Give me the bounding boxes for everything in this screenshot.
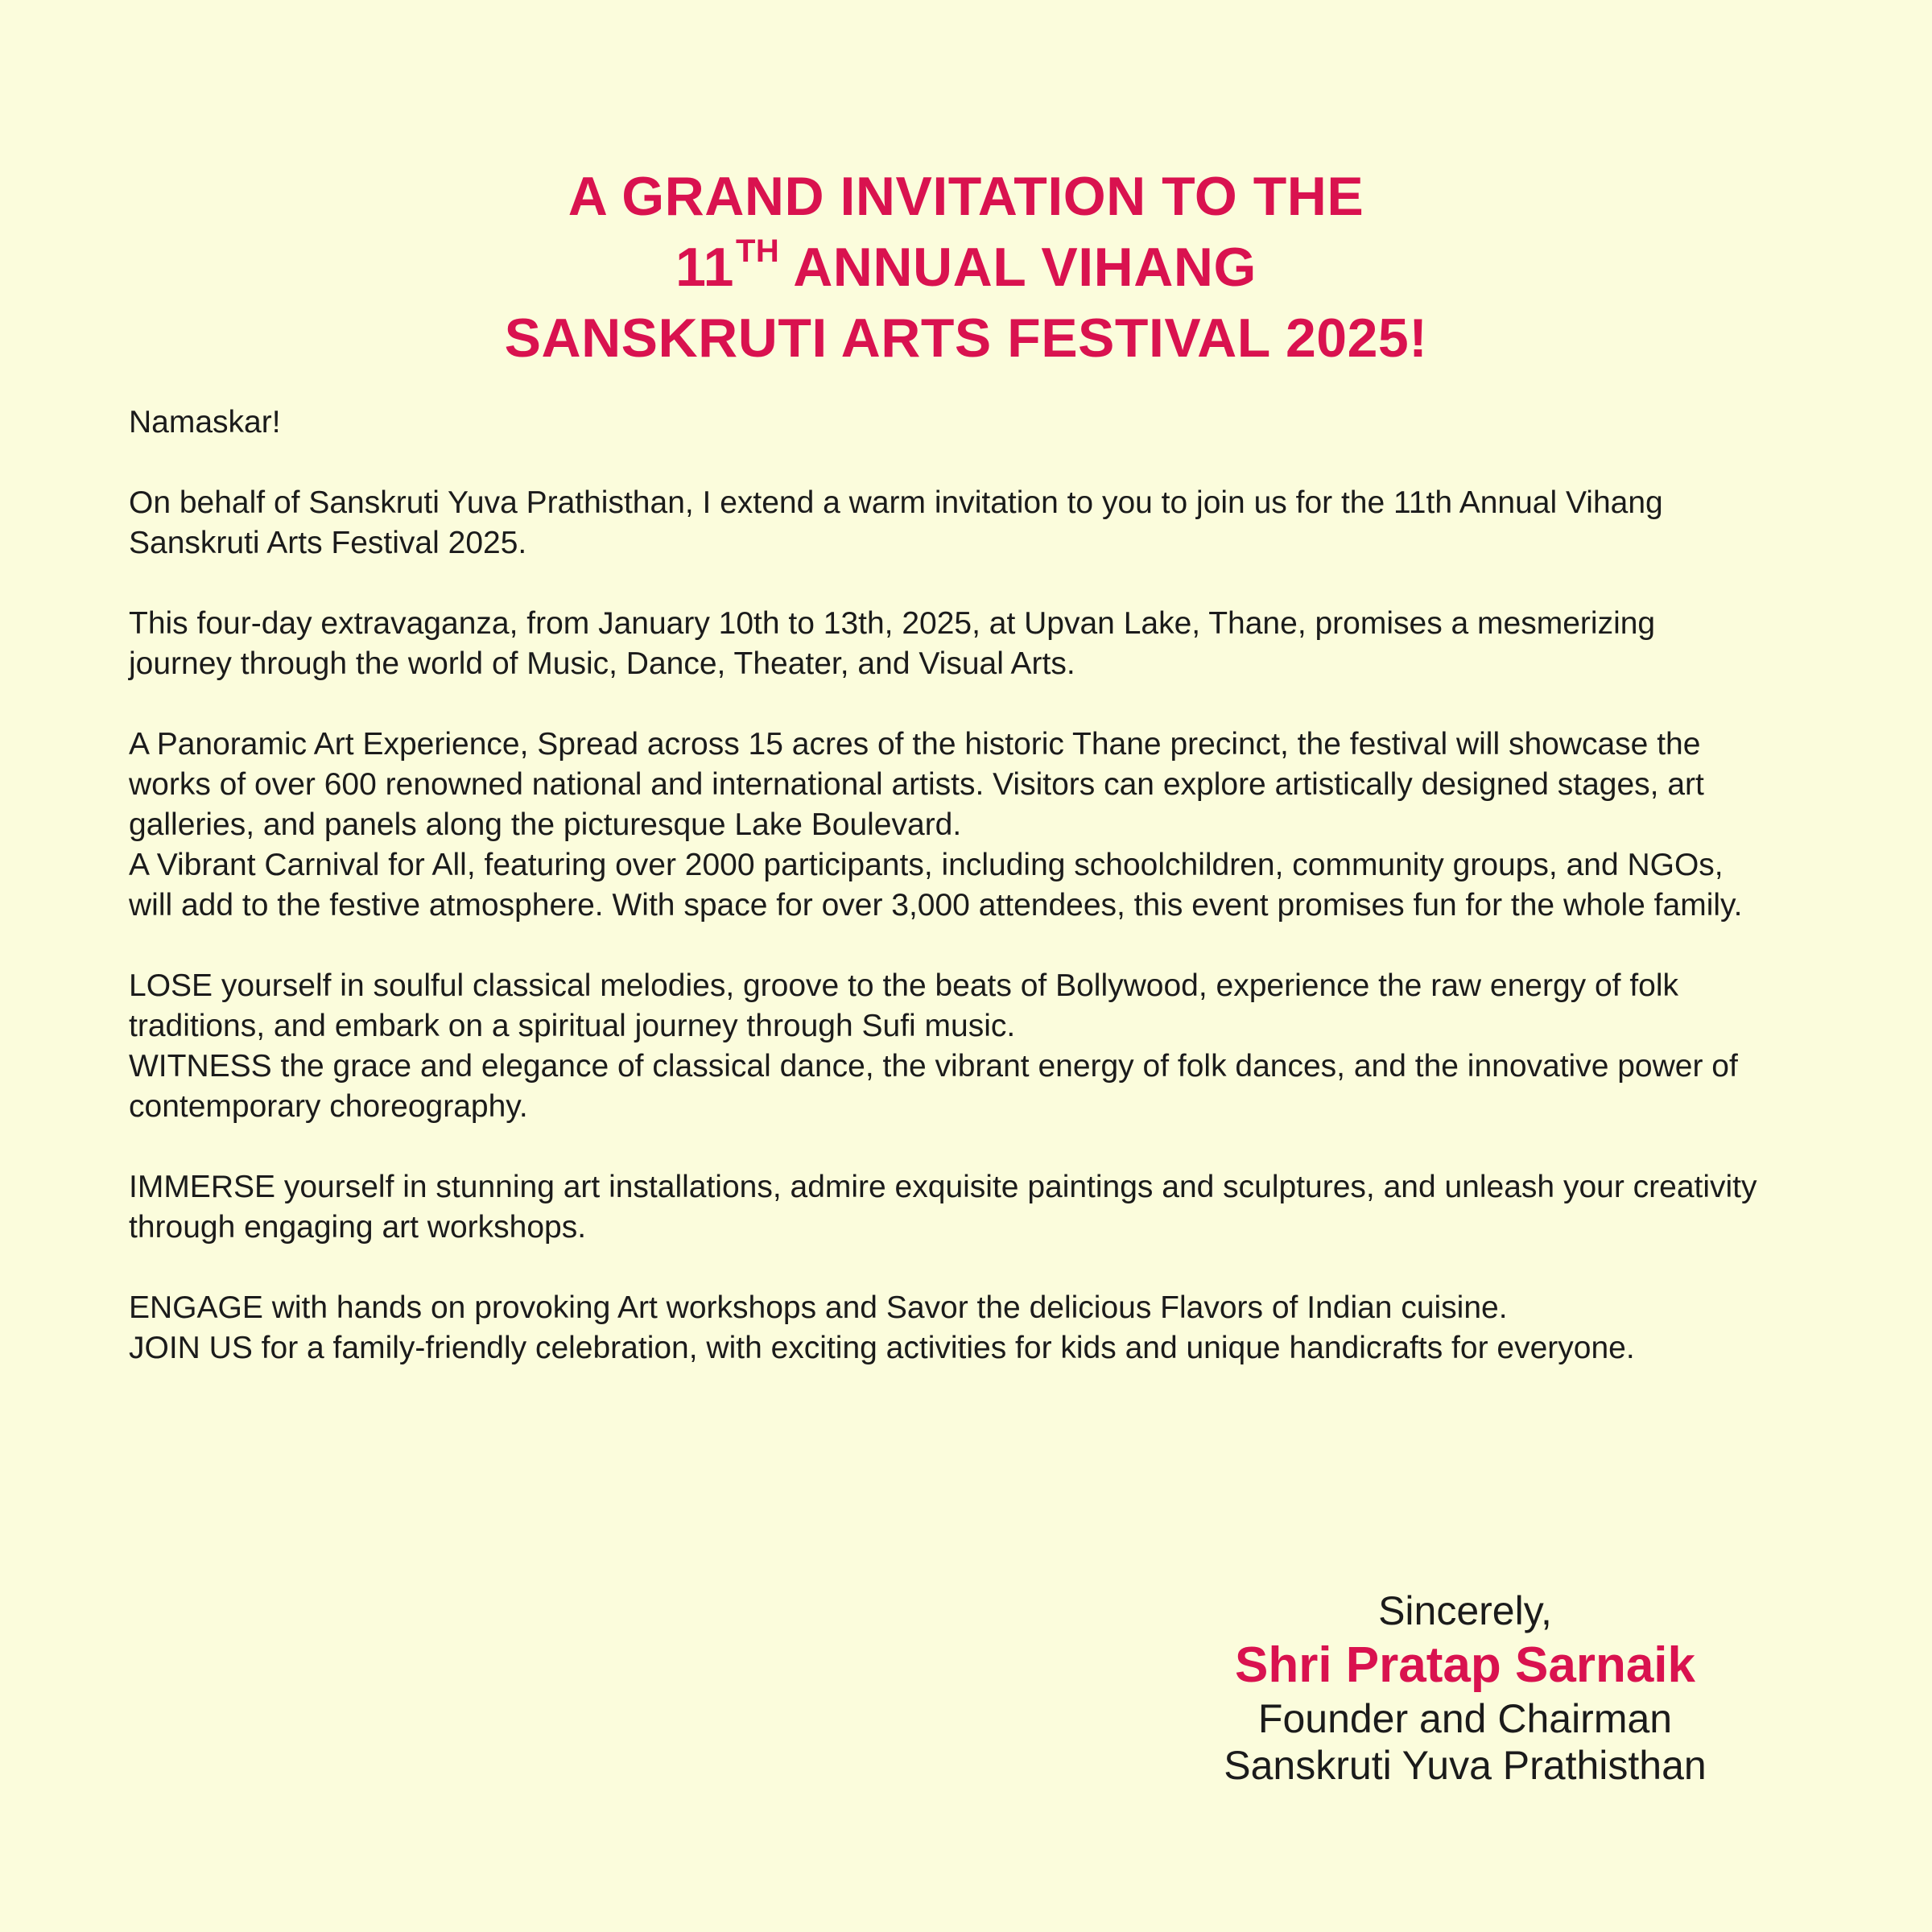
- paragraph-immerse: IMMERSE yourself in stunning art installations, admire exquisite paintings and sculptures, and unleash your creativity through engaging art workshops.: [129, 1170, 1757, 1245]
- title-number: 11: [675, 237, 734, 298]
- paragraph-join-us: JOIN US for a family-friendly celebration, with exciting activities for kids and unique handicrafts for everyone.: [129, 1331, 1635, 1365]
- paragraph-vibrant-carnival: A Vibrant Carnival for All, featuring over 2000 participants, including schoolchildren, community groups, and NGOs, will add to the festive atmosphere. With space for over 3,000 attendees, this event promises fun for the whole family.: [129, 848, 1743, 923]
- paragraph-panoramic-art: A Panoramic Art Experience, Spread across 15 acres of the historic Thane precinct, the festival will showcase the works of over 600 renowned national and international artists. Visitors can explore artistically designed stages, art galleries, and panels along the picturesque Lake Boulevard.: [129, 727, 1704, 842]
- signatory-organization: Sanskruti Yuva Prathisthan: [1224, 1743, 1707, 1788]
- paragraph-gap: [129, 1127, 1763, 1167]
- title-ordinal-suffix: TH: [735, 233, 780, 269]
- signature-block: [1127, 1586, 1803, 1789]
- paragraph-invitation: On behalf of Sanskruti Yuva Prathisthan, I extend a warm invitation to you to join us for the 11th Annual Vihang Sanskruti Arts Festival 2025.: [129, 485, 1663, 560]
- paragraph-witness: WITNESS the grace and elegance of classical dance, the vibrant energy of folk dances, and the innovative power of contemporary choreography.: [129, 1049, 1738, 1124]
- signatory-role: Founder and Chairman: [1257, 1696, 1673, 1741]
- title-line-1: A GRAND INVITATION TO THE: [568, 166, 1364, 227]
- letter-body: [129, 402, 1763, 1368]
- title-line-2: [0, 232, 1932, 303]
- paragraph-gap: [129, 564, 1763, 604]
- title-line-3: SANSKRUTI ARTS FESTIVAL 2025!: [504, 308, 1428, 369]
- signatory-name: Shri Pratap Sarnaik: [1234, 1637, 1696, 1693]
- paragraph-gap: [129, 684, 1763, 724]
- paragraph-gap: [129, 443, 1763, 483]
- paragraph-engage: ENGAGE with hands on provoking Art workshops and Savor the delicious Flavors of Indian cuisine.: [129, 1290, 1508, 1325]
- greeting: Namaskar!: [129, 405, 281, 440]
- paragraph-gap: [129, 1248, 1763, 1288]
- invitation-title: [0, 161, 1932, 374]
- title-line-2-rest: ANNUAL VIHANG: [793, 237, 1257, 298]
- paragraph-gap: [129, 926, 1763, 966]
- paragraph-lose-yourself: LOSE yourself in soulful classical melodies, groove to the beats of Bollywood, experience the raw energy of folk traditions, and embark on a spiritual journey through Sufi music.: [129, 968, 1679, 1043]
- paragraph-dates-venue: This four-day extravaganza, from January 10th to 13th, 2025, at Upvan Lake, Thane, promises a mesmerizing journey through the world of Music, Dance, Theater, and Visual Arts.: [129, 606, 1656, 681]
- signature-closing: Sincerely,: [1378, 1588, 1552, 1633]
